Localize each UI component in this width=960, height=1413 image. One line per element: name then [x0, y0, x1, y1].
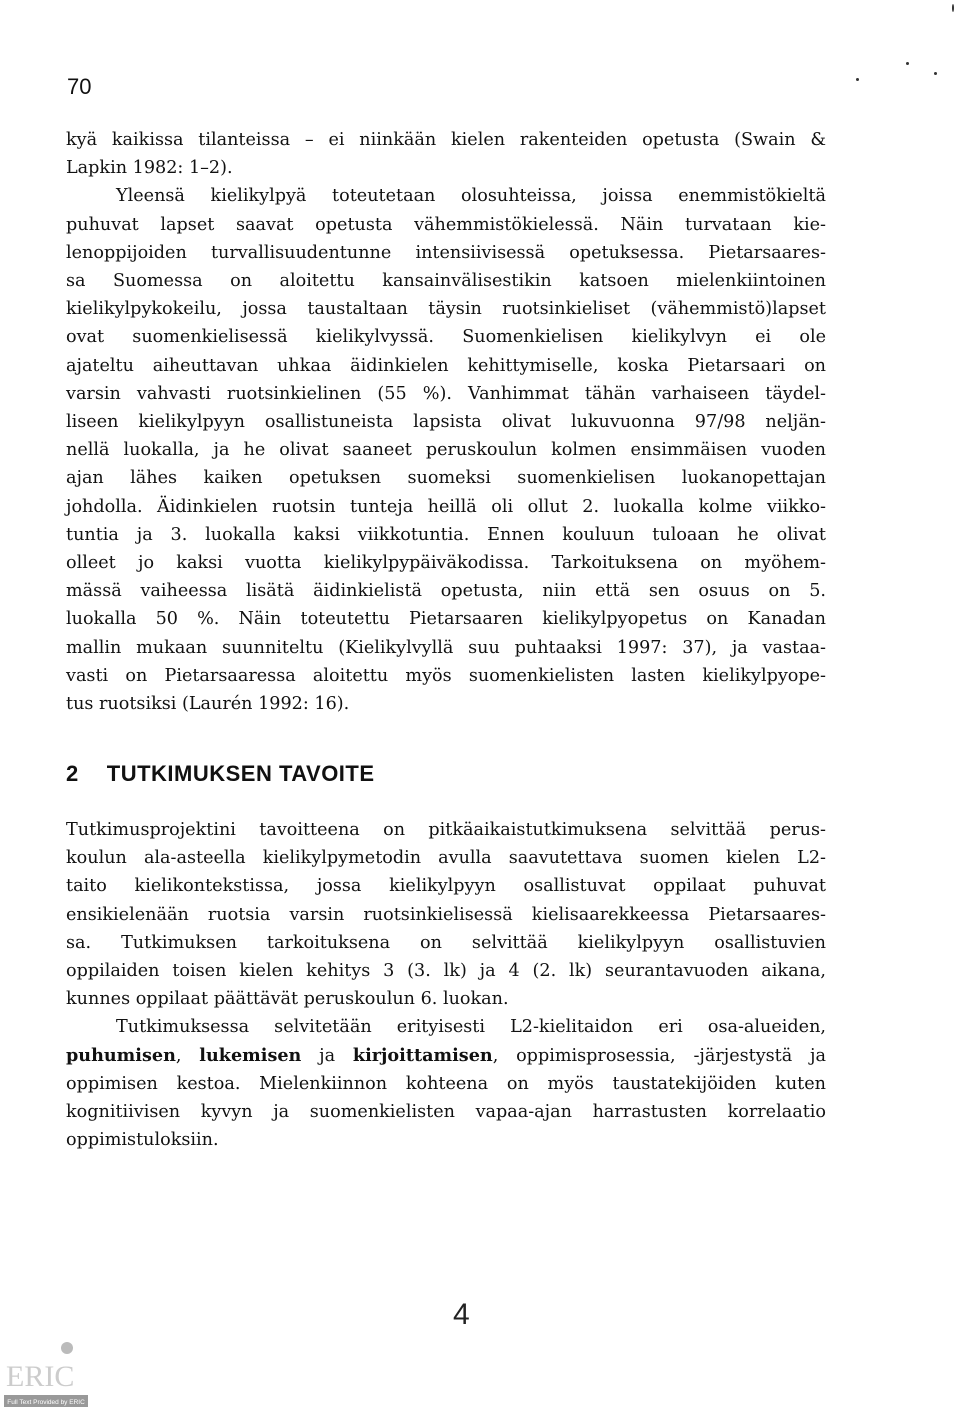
intro-line: tuntia ja 3. luokalla kaksi viikkotuntia. Ennen kouluun tuloaan he olivat — [66, 524, 826, 545]
intro-line: lenoppijoiden turvallisuudentunne intensiivisessä opetuksessa. Pietarsaares- — [66, 242, 826, 263]
section-line: oppilaiden toisen kielen kehitys 3 (3. lk) ja 4 (2. lk) seurantavuoden aikana, — [66, 961, 826, 982]
section-body — [66, 816, 826, 1154]
page-number: 70 — [67, 74, 92, 99]
para2-line: oppimisen kestoa. Mielenkiinnon kohteena on myös taustatekijöiden kuten — [66, 1073, 826, 1094]
section-line: koulun ala-asteella kielikylpymetodin avulla saavutettava suomen kielen L2- — [66, 848, 826, 869]
section-line: kunnes oppilaat päättävät peruskoulun 6. luokan. — [66, 989, 509, 1010]
eric-logo — [4, 1338, 88, 1408]
intro-line: ovat suomenkielisessä kielikylvyssä. Suomenkielisen kielikylvyn ei ole — [66, 327, 826, 348]
intro-line: Lapkin 1982: 1–2). — [66, 158, 233, 179]
intro-line: ajateltu aiheuttavan uhkaa äidinkielen kehittymiselle, koska Pietarsaari on — [66, 355, 826, 376]
section-line: taito kielikontekstissa, jossa kielikylpyyn osallistuvat oppilaat puhuvat — [66, 876, 826, 897]
para2-line: oppimistuloksiin. — [66, 1130, 219, 1151]
intro-paragraphs — [66, 126, 826, 718]
intro-line: sa Suomessa on aloitettu kansainvälisestikin katsoen mielenkiintoinen — [66, 271, 826, 292]
section-heading — [66, 761, 375, 787]
intro-line: kielikylpykokeilu, jossa taustaltaan täysin ruotsinkieliset (vähemmistö)lapset — [66, 299, 826, 320]
section-title: TUTKIMUKSEN TAVOITE — [106, 761, 375, 786]
emphasis-speaking: puhumisen — [66, 1044, 176, 1066]
logo-text: ERIC — [6, 1360, 75, 1393]
intro-line: mässä vaiheessa lisätä äidinkielistä opetusta, niin että sen osuus on 5. — [66, 581, 826, 602]
section-number: 2 — [66, 761, 79, 786]
section-line: sa. Tutkimuksen tarkoituksena on selvittää kielikylpyyn osallistuvien — [66, 932, 826, 953]
intro-line: kyä kaikissa tilanteissa – ei niinkään kielen rakenteiden opetusta (Swain & — [66, 130, 826, 150]
intro-line: vasti on Pietarsaaressa aloitettu myös suomenkielisten lasten kielikylpyope- — [66, 665, 826, 686]
intro-line: liseen kielikylpyyn osallistuneista lapsista olivat lukuvuonna 97/98 neljän- — [66, 412, 826, 433]
emphasis-writing: kirjoittamisen — [352, 1044, 493, 1066]
intro-line: nellä luokalla, ja he olivat saaneet peruskoulun kolmen ensimmäisen vuoden — [66, 440, 826, 461]
section-line: Tutkimusprojektini tavoitteena on pitkäaikaistutkimuksena selvittää perus- — [66, 820, 826, 840]
intro-line: johdolla. Äidinkielen ruotsin tunteja heillä oli ollut 2. luokalla kolme viikko- — [66, 496, 826, 517]
intro-line: luokalla 50 %. Näin toteutettu Pietarsaaren kielikylpyopetus on Kanadan — [66, 609, 826, 630]
section-line: ensikielenään ruotsia varsin ruotsinkielisessä kielisaarekkeessa Pietarsaares- — [66, 904, 826, 925]
para2-line: kognitiivisen kyvyn ja suomenkielisten vapaa-ajan harrastusten korrelaatio — [66, 1102, 826, 1123]
logo-dot-icon — [61, 1342, 73, 1354]
separator: ja — [301, 1045, 353, 1066]
separator: , — [175, 1045, 200, 1066]
intro-line: puhuvat lapset saavat opetusta vähemmistökielessä. Näin turvataan kie- — [66, 214, 826, 235]
logo-tagline: Full Text Provided by ERIC — [7, 1399, 85, 1406]
intro-line: Yleensä kielikylpyä toteutetaan olosuhteissa, joissa enemmistökieltä — [116, 186, 826, 207]
intro-line: ajan lähes kaiken opetuksen suomeksi suomenkielisen luokanopettajan — [66, 468, 826, 489]
para2-line-emphasis — [66, 1042, 826, 1070]
para2-line: Tutkimuksessa selvitetään erityisesti L2-kielitaidon eri osa-alueiden, — [116, 1017, 826, 1038]
intro-line: mallin mukaan suunniteltu (Kielikylvyllä suu puhtaaksi 1997: 37), ja vastaa- — [66, 637, 826, 658]
emphasis-reading: lukemisen — [199, 1044, 302, 1066]
intro-line: varsin vahvasti ruotsinkielinen (55 %). Vanhimmat tähän varhaiseen täydel- — [66, 383, 826, 404]
intro-line: olleet jo kaksi vuotta kielikylpypäiväkodissa. Tarkoituksena on myöhem- — [66, 553, 826, 574]
intro-line: tus ruotsiksi (Laurén 1992: 16). — [66, 694, 350, 715]
footer-page-digit: 4 — [453, 1298, 470, 1331]
para2-line-rest: , oppimisprosessia, -järjestystä ja — [492, 1045, 826, 1066]
